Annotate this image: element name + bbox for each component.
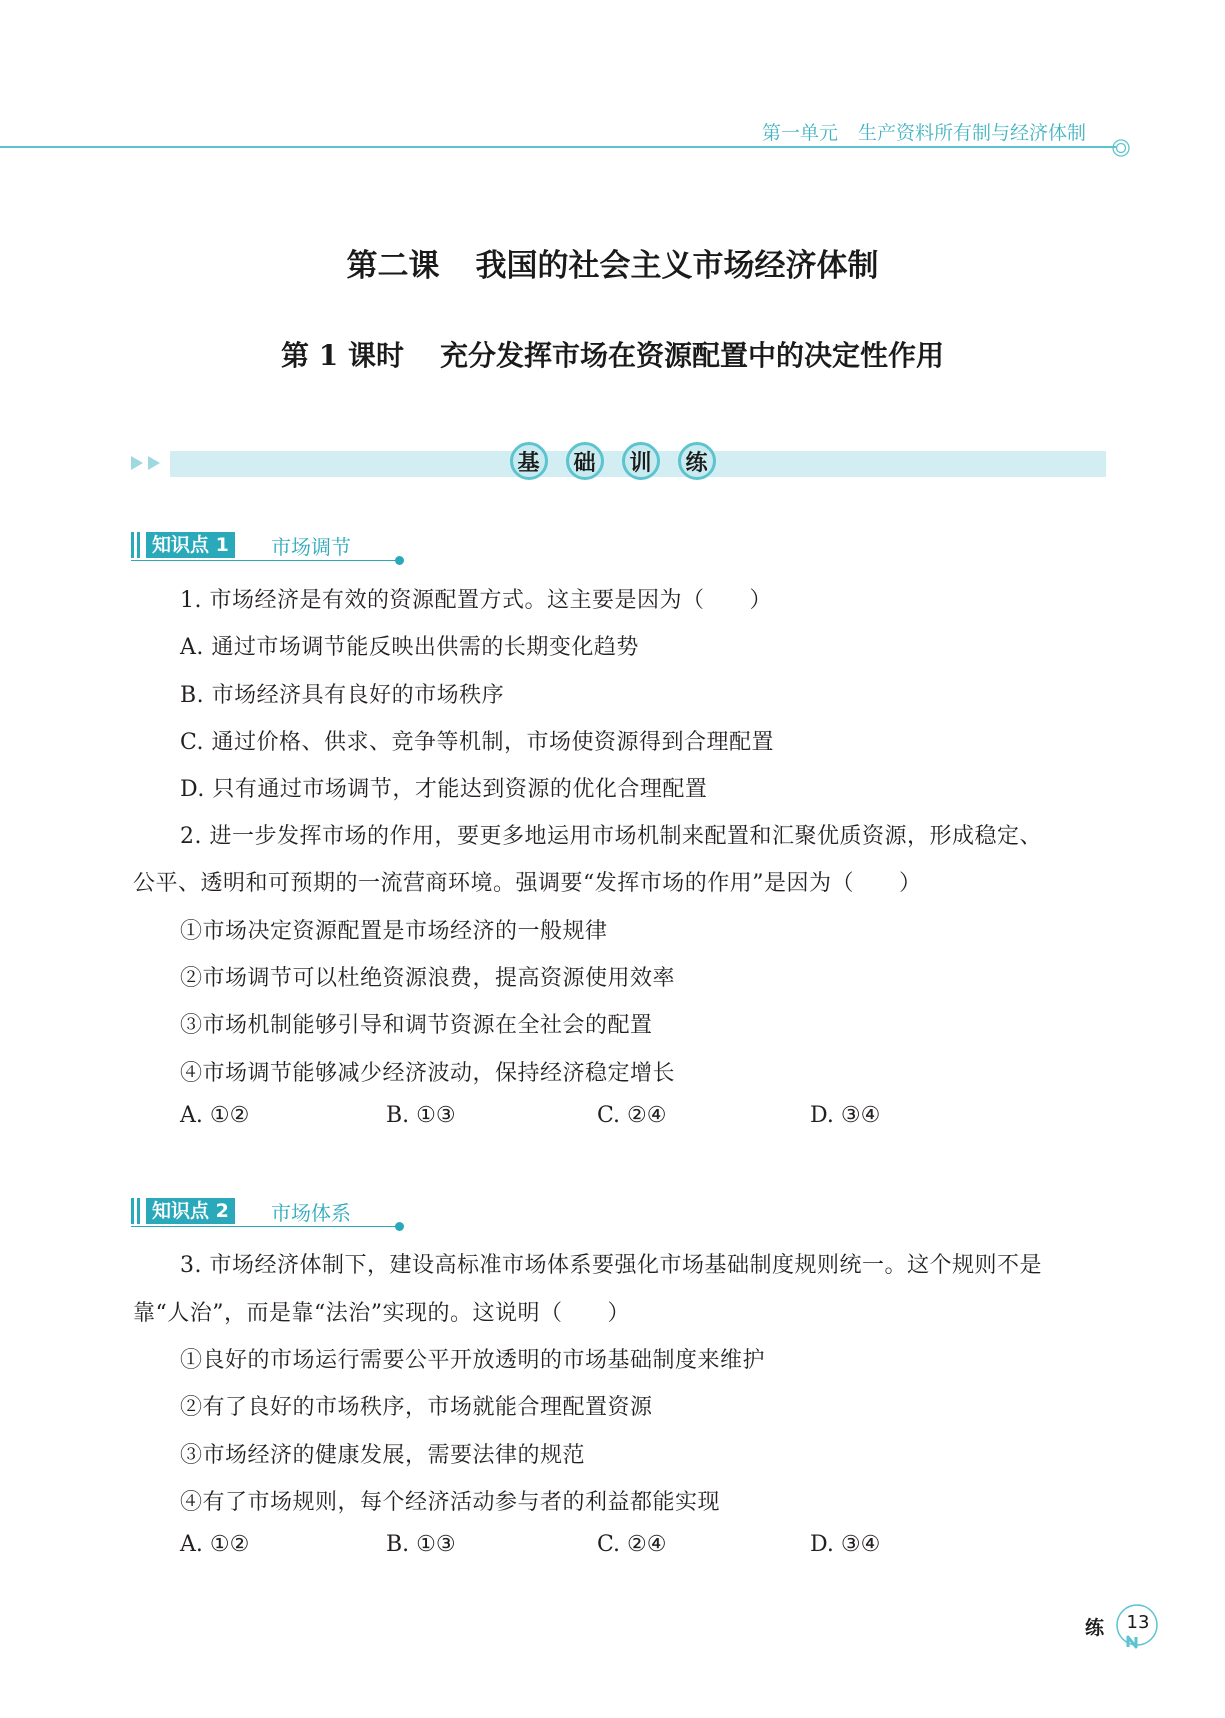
period-number: 第 1 课时 bbox=[281, 339, 404, 372]
question-3-choice-c: C. ②④ bbox=[597, 1532, 667, 1557]
question-3-choice-d: D. ③④ bbox=[810, 1532, 881, 1557]
question-2-choice-c: C. ②④ bbox=[597, 1103, 667, 1128]
question-1-option-a: A. 通过市场调节能反映出供需的长期变化趋势 bbox=[180, 635, 639, 660]
section-banner-title bbox=[0, 442, 1225, 480]
running-header-unit: 第一单元 bbox=[762, 122, 839, 144]
question-2-choice-a: A. ①② bbox=[180, 1103, 250, 1128]
question-1-option-c: C. 通过价格、供求、竞争等机制，市场使资源得到合理配置 bbox=[180, 730, 775, 755]
question-2-statement-4: ④市场调节能够减少经济波动，保持经济稳定增长 bbox=[180, 1061, 676, 1086]
running-header-title: 生产资料所有制与经济体制 bbox=[858, 122, 1087, 144]
banner-char: 练 bbox=[678, 442, 716, 480]
banner-char: 训 bbox=[622, 442, 660, 480]
knowledge-point-label-2 bbox=[131, 1196, 407, 1226]
question-2-stem-line-1: 2. 进一步发挥市场的作用，要更多地运用市场机制来配置和汇聚优质资源，形成稳定、 bbox=[180, 824, 1042, 849]
double-bar-icon bbox=[131, 1198, 143, 1224]
lesson-title bbox=[0, 240, 1225, 285]
question-2-statement-2: ②市场调节可以杜绝资源浪费，提高资源使用效率 bbox=[180, 966, 676, 991]
concentric-circle-icon bbox=[1112, 139, 1130, 157]
period-name: 充分发挥市场在资源配置中的决定性作用 bbox=[439, 339, 944, 372]
question-1-option-d: D. 只有通过市场调节，才能达到资源的优化合理配置 bbox=[180, 777, 708, 802]
question-3-statement-3: ③市场经济的健康发展，需要法律的规范 bbox=[180, 1443, 586, 1468]
double-bar-icon bbox=[131, 532, 143, 558]
question-2-statement-1: ①市场决定资源配置是市场经济的一般规律 bbox=[180, 919, 608, 944]
question-2-stem-line-2: 公平、透明和可预期的一流营商环境。强调要“发挥市场的作用”是因为（ ） bbox=[133, 871, 922, 896]
dot-icon bbox=[395, 1222, 404, 1231]
knowledge-point-label-1 bbox=[131, 530, 407, 560]
question-2-choice-d: D. ③④ bbox=[810, 1103, 881, 1128]
question-3-statement-1: ①良好的市场运行需要公平开放透明的市场基础制度来维护 bbox=[180, 1348, 766, 1373]
question-3-choice-a: A. ①② bbox=[180, 1532, 250, 1557]
knowledge-point-tag: 知识点 1 bbox=[146, 532, 235, 558]
knowledge-point-tag: 知识点 2 bbox=[146, 1198, 235, 1224]
running-header bbox=[762, 118, 1086, 145]
period-title bbox=[0, 334, 1225, 374]
footer-label: 练 bbox=[1085, 1617, 1105, 1639]
question-2-choice-b: B. ①③ bbox=[386, 1103, 456, 1128]
header-rule bbox=[0, 146, 1116, 148]
banner-char: 础 bbox=[566, 442, 604, 480]
banner-char: 基 bbox=[510, 442, 548, 480]
dot-icon bbox=[395, 556, 404, 565]
knowledge-point-name: 市场调节 bbox=[271, 535, 351, 559]
lesson-name: 我国的社会主义市场经济体制 bbox=[475, 248, 879, 284]
page-number: 13 bbox=[1126, 1612, 1150, 1633]
knowledge-point-name: 市场体系 bbox=[271, 1201, 351, 1225]
question-3-statement-4: ④有了市场规则，每个经济活动参与者的利益都能实现 bbox=[180, 1490, 721, 1515]
question-3-choice-b: B. ①③ bbox=[386, 1532, 456, 1557]
question-3-stem-line-1: 3. 市场经济体制下，建设高标准市场体系要强化市场基础制度规则统一。这个规则不是 bbox=[180, 1253, 1042, 1278]
question-1-option-b: B. 市场经济具有良好的市场秩序 bbox=[180, 683, 505, 708]
question-3-stem-line-2: 靠“人治”，而是靠“法治”实现的。这说明（ ） bbox=[133, 1301, 630, 1326]
question-2-statement-3: ③市场机制能够引导和调节资源在全社会的配置 bbox=[180, 1013, 653, 1038]
lesson-number: 第二课 bbox=[346, 248, 440, 284]
question-3-statement-2: ②有了良好的市场秩序，市场就能合理配置资源 bbox=[180, 1395, 653, 1420]
question-1-stem: 1. 市场经济是有效的资源配置方式。这主要是因为（ ） bbox=[180, 588, 772, 613]
